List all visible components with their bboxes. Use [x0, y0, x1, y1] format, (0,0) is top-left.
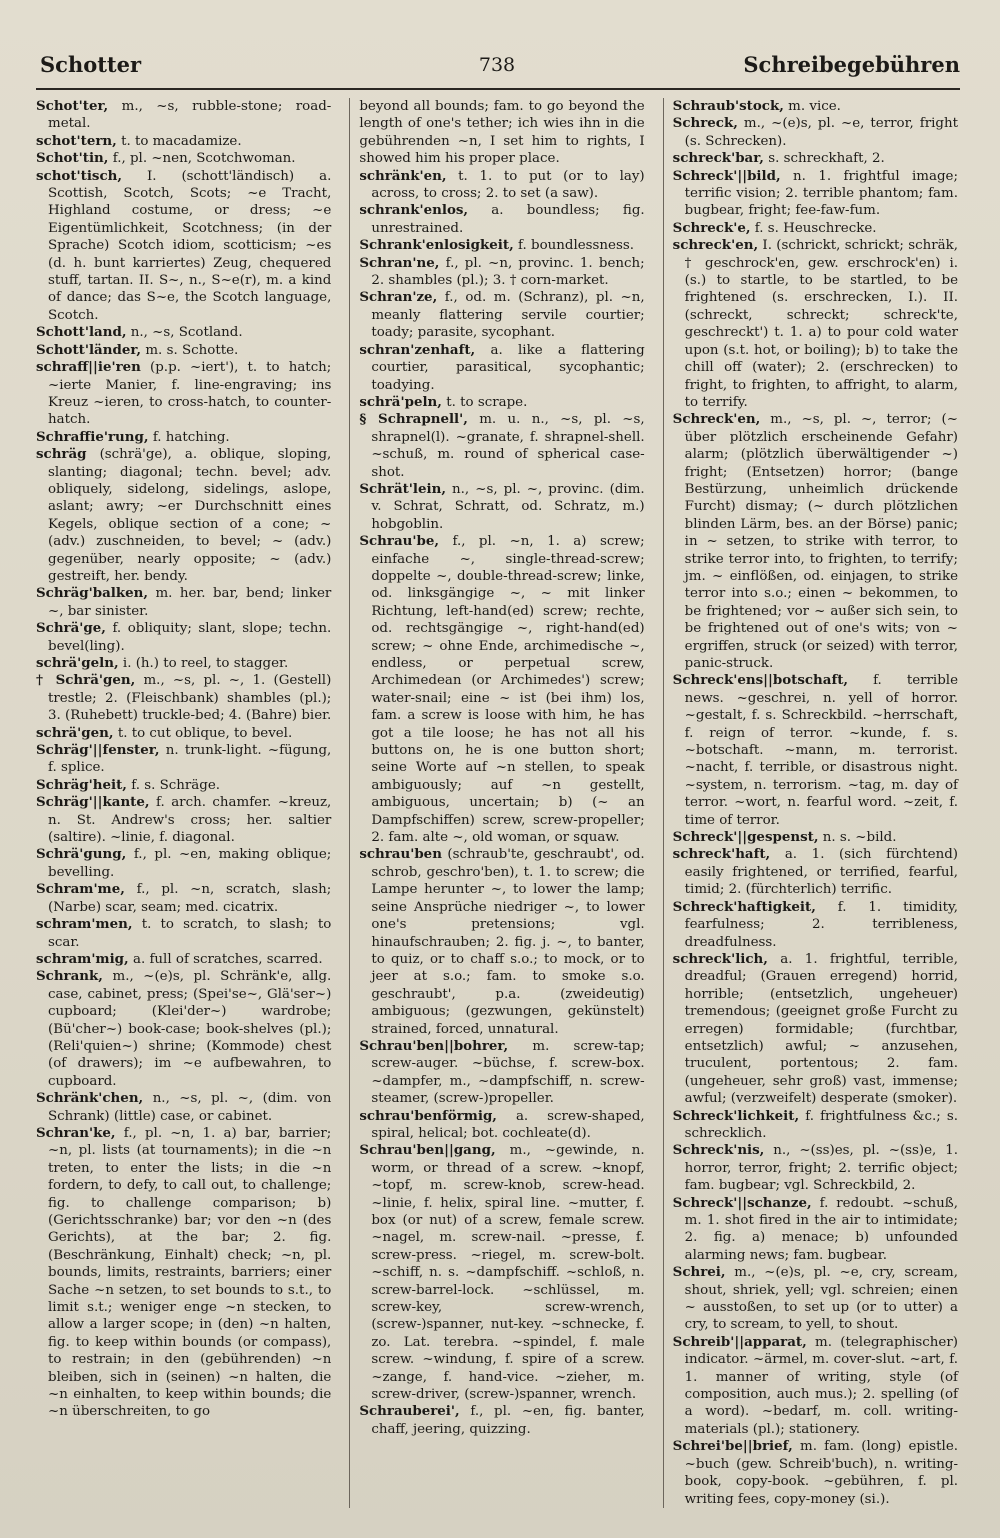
entry-gloss: n., ~s, pl. ~, (dim. von Schrank) (little) case, or cabinet.	[48, 1091, 332, 1124]
dictionary-entry	[36, 429, 331, 446]
entry-gloss: t. to macadamize.	[121, 133, 242, 149]
dictionary-entry	[359, 533, 644, 846]
entry-gloss: f. redoubt. ~schuß, m. 1. shot fired in the air to intimidate; 2. fig. a) menace; b) unfounded alarming news; fam. bugbear.	[684, 1195, 958, 1263]
entry-gloss: (schrä'ge), a. oblique, sloping, slanting; diagonal; techn. bevel; adv. obliquely, sidelong, sidelings, aslope, aslant; awry; ~er Durchschnitt eines Kegels, oblique section of a cone; ~ (adv.) zuschneiden, to bevel; ~ (adv.) gegenüber, nearly opposite; ~ (adv.) gestreift, her. bendy.	[48, 447, 332, 584]
dictionary-entry	[36, 777, 331, 794]
entry-gloss: m. screw-tap; screw-auger. ~büchse, f. screw-box. ~dampfer, m., ~dampfschiff, n. screw-steamer, (screw-)propeller.	[371, 1038, 645, 1107]
entry-headword: schram'mig,	[36, 950, 129, 967]
dictionary-entry	[36, 881, 331, 916]
dictionary-entry	[359, 1038, 644, 1108]
entry-headword: Schrau'ben||gang,	[359, 1142, 496, 1159]
entry-gloss: n. 1. frightful image; terrific vision; 2. terrible phantom; fam. bugbear, fright; fee-faw-fum.	[684, 168, 958, 219]
entry-headword: Schot'tin,	[36, 150, 109, 167]
text-columns	[36, 98, 959, 1507]
entry-headword: § Schrapnell',	[359, 411, 468, 428]
entry-gloss: f., pl. ~en, fig. banter, chaff, jeering, quizzing.	[371, 1404, 645, 1437]
entry-headword: schot'tisch,	[36, 167, 123, 184]
entry-gloss: f. boundlessness.	[518, 238, 634, 254]
entry-headword: schreck'haft,	[672, 846, 771, 863]
dictionary-entry	[359, 168, 644, 203]
entry-gloss: a. screw-shaped, spiral, helical; bot. cochleate(d).	[371, 1108, 645, 1141]
entry-gloss: m., ~s, rubble-stone; road-metal.	[48, 99, 332, 132]
entry-headword: Schreck'||bild,	[672, 167, 781, 184]
running-head-right: Schreibegebühren	[743, 52, 960, 77]
dictionary-entry	[36, 620, 331, 655]
dictionary-entry	[36, 968, 331, 1090]
entry-gloss: f. 1. timidity, fearfulness; 2. terribleness, dreadfulness.	[684, 899, 958, 950]
entry-gloss: m. (telegraphischer) indicator. ~ärmel, m. cover-slut. ~art, f. 1. manner of writing, style (of composition, auch mus.); 2. spelling (of a word). ~bedarf, m. coll. writing-materials (pl.); stationery.	[684, 1334, 958, 1437]
dictionary-entry	[673, 1438, 958, 1508]
dictionary-entry	[673, 168, 958, 220]
entry-headword: schrä'geln,	[36, 655, 119, 671]
dictionary-entry	[359, 1403, 644, 1438]
entry-headword: Schreck'haftigkeit,	[672, 898, 816, 915]
dictionary-entry	[359, 394, 644, 411]
entry-gloss: t. to cut oblique, to bevel.	[117, 725, 293, 741]
entry-headword: schrä'gen,	[36, 724, 114, 741]
entry-gloss: f. arch. chamfer. ~kreuz, n. St. Andrew's cross; her. saltier (saltire). ~linie, f. diagonal.	[48, 795, 332, 846]
dictionary-entry	[36, 585, 331, 620]
dictionary-entry	[36, 672, 331, 724]
dictionary-entry	[673, 1264, 958, 1334]
entry-headword: Schran'ke,	[36, 1124, 116, 1141]
entry-headword: Schrä'ge,	[36, 620, 106, 637]
entry-gloss: s. schreckhaft, 2.	[768, 151, 885, 167]
entry-gloss: a. boundless; fig. unrestrained.	[371, 203, 645, 236]
entry-headword: Schreck'nis,	[672, 1142, 765, 1159]
dictionary-entry	[359, 98, 644, 168]
entry-headword: † Schrä'gen,	[36, 672, 136, 689]
running-head	[34, 52, 960, 82]
entry-gloss: a. 1. (sich fürchtend) easily frightened, or terrified, fearful, timid; 2. (fürchterlich) terrific.	[684, 847, 958, 898]
entry-gloss: n., ~(ss)es, pl. ~(ss)e, 1. horror, terror, fright; 2. terrific object; fam. bugbear; vgl. Schreckbild, 2.	[684, 1143, 959, 1194]
entry-headword: Schran'ze,	[359, 289, 438, 306]
header-rule	[36, 88, 960, 90]
entry-headword: schram'men,	[36, 916, 133, 933]
dictionary-entry	[673, 220, 958, 237]
entry-headword: Schrank,	[36, 968, 103, 985]
entry-headword: schran'zenhaft,	[359, 341, 476, 358]
entry-gloss: a. full of scratches, scarred.	[132, 951, 323, 967]
entry-gloss: f., pl. ~n, 1. a) screw; einfache ~, single-thread-screw; doppelte ~, double-thread-screw; linke, od. linksgängige ~, ~ mit linker Richtung, left-hand(ed) screw; rechte, od. rechtsgängige ~, right-hand(ed) screw; ~ ohne Ende, archimedische ~, endless, or perpetual screw, Archimedean (or Archimedes') screw; water-snail; eine ~ ist (bei ihm) los, fam. a screw is loose with him, he has got a tile loose; he has not all his buttons on, he is one button short; seine Worte auf ~n stellen, to speak ambiguously; auf ~n gestellt, ambiguous, uncertain; b) (~ an Dampfschiffen) screw, screw-propeller; 2. fam. alte ~, old woman, or squaw.	[371, 534, 645, 846]
entry-headword: schot'tern,	[36, 132, 117, 149]
entry-gloss: f., pl. ~n, 1. a) bar, barrier; ~n, pl. lists (at tournaments); in die ~n treten, to enter the lists; in die ~n fordern, to defy, to call out, to challenge; fig. to challenge comparison; b) (Gerichtsschranke) bar; vor den ~n (des Gerichts), at the bar; 2. fig. (Beschränkung, Einhalt) check; ~n, pl. bounds, limits, restraints, barriers; einer Sache ~n setzen, to set bounds to s.t., to limit s.t.; weniger enge ~n stecken, to allow a larger scope; in (den) ~n halten, fig. to keep within bounds (or compass), to restrain; in den (gebührenden) ~n bleiben, sich in (seinen) ~n halten, die ~n einhalten, to keep within bounds; die ~n überschreiten, to go	[48, 1125, 332, 1420]
entry-headword: Schreck'||gespenst,	[672, 829, 819, 846]
entry-gloss: a. 1. frightful, terrible, dreadful; (Grauen erregend) horrid, horrible; (entsetzlich, ungeheuer) tremendous; (geeignet große Furcht zu erregen) formidable; (furchtbar, entsetzlich) awful; ~ anzusehen, truculent, portentous; 2. fam. (ungeheuer, sehr groß) vast, immense; awful; (verzweifelt) desperate (smoker).	[684, 951, 958, 1107]
dictionary-entry	[673, 1108, 958, 1143]
entry-headword: Schräg'balken,	[36, 585, 149, 602]
dictionary-entry	[673, 672, 958, 829]
dictionary-entry	[36, 150, 331, 167]
dictionary-entry	[359, 237, 644, 254]
entry-headword: Schräg'heit,	[36, 776, 127, 793]
dictionary-entry	[359, 481, 644, 533]
entry-headword: Schrät'lein,	[359, 480, 446, 497]
dictionary-entry	[36, 725, 331, 742]
entry-gloss: m. vice.	[788, 99, 841, 114]
dictionary-entry	[673, 899, 958, 951]
entry-headword: schrä'peln,	[359, 393, 442, 410]
entry-gloss: f. hatching.	[152, 429, 230, 445]
entry-gloss: f. terrible news. ~geschrei, n. yell of horror. ~gestalt, f. s. Schreckbild. ~herrschaft, f. reign of terror. ~kunde, f. s. ~botschaft. ~mann, m. terrorist. ~nacht, f. terrible, or disastrous night. ~system, n. terrorism. ~tag, m. day of terror. ~wort, n. fearful word. ~zeit, f. time of terror.	[684, 673, 958, 828]
entry-gloss: n. s. ~bild.	[822, 830, 897, 846]
entry-headword: schraff||ie'ren	[36, 359, 141, 376]
dictionary-entry	[36, 324, 331, 341]
dictionary-entry	[36, 1090, 331, 1125]
entry-gloss: t. to scratch, to slash; to scar.	[48, 917, 332, 950]
entry-headword: Schrank'enlosigkeit,	[359, 237, 514, 254]
dictionary-entry	[36, 342, 331, 359]
entry-headword: Schraub'stock,	[672, 98, 784, 114]
entry-gloss: m., ~(e)s, pl. ~e, cry, scream, shout, shriek, yell; vgl. schreien; einen ~ ausstoßen, to set up (or to utter) a cry, to scream, to yell, to shout.	[684, 1265, 958, 1333]
dictionary-entry	[36, 951, 331, 968]
page-number: 738	[478, 54, 516, 76]
entry-headword: Schraffie'rung,	[36, 428, 149, 445]
dictionary-entry	[673, 98, 958, 115]
dictionary-entry	[673, 1334, 958, 1438]
entry-headword: Schrau'ben||bohrer,	[359, 1037, 509, 1054]
dictionary-entry	[673, 1142, 958, 1194]
entry-headword: schreck'lich,	[672, 950, 768, 967]
entry-gloss: m. her. bar, bend; linker ~, bar sinister.	[48, 586, 332, 619]
column-middle	[349, 98, 644, 1508]
entry-headword: Schrei'be||brief,	[672, 1438, 793, 1455]
entry-headword: Schräg'||fenster,	[36, 742, 160, 759]
entry-gloss: m. s. Schotte.	[145, 342, 239, 358]
entry-gloss: I. (schrickt, schrickt; schräk, † geschrock'en, gew. erschrock'en) i. (s.) to startle, to be startled, to be frightened (s. erschrecken, I.). II. (schreckt, schreckt; schreck'te, geschreckt') t. 1. a) to pour cold water upon (s.t. hot, or boiling); b) to take the chill off (water); 2. (erschrecken) to fright, to frighten, to affright, to alarm, to terrify.	[684, 238, 958, 410]
dictionary-entry	[673, 829, 958, 846]
entry-gloss: f., od. m. (Schranz), pl. ~n, meanly flattering servile courtier; toady; parasite, sycophant.	[371, 290, 645, 341]
entry-gloss: m. u. n., ~s, pl. ~s, shrapnel(l). ~granate, f. shrapnel-shell. ~schuß, m. round of spherical case-shot.	[371, 412, 645, 480]
entry-headword: Schott'länder,	[36, 341, 142, 358]
entry-headword: schränk'en,	[359, 167, 447, 184]
dictionary-entry	[673, 115, 958, 150]
entry-gloss: i. (h.) to reel, to stagger.	[122, 656, 289, 671]
dictionary-entry	[36, 916, 331, 951]
dictionary-entry	[673, 951, 958, 1108]
dictionary-entry	[36, 1125, 331, 1421]
entry-gloss: f., pl. ~n, scratch, slash; (Narbe) scar, seam; med. cicatrix.	[48, 882, 332, 915]
entry-gloss: a. like a flattering courtier, parasitical, sycophantic; toadying.	[371, 342, 645, 393]
entry-gloss: t. to scrape.	[446, 394, 528, 410]
dictionary-entry	[36, 133, 331, 150]
dictionary-entry	[359, 255, 644, 290]
entry-gloss: m. fam. (long) epistle. ~buch (gew. Schreib'buch), n. writing-book, copy-book. ~gebühren, f. pl. writing fees, copy-money (si.).	[684, 1439, 958, 1507]
entry-headword: schreck'bar,	[672, 150, 764, 167]
entry-headword: Schreck'||schanze,	[672, 1194, 812, 1211]
entry-headword: Schränk'chen,	[36, 1090, 144, 1107]
entry-gloss: n., ~s, Scotland.	[130, 325, 243, 341]
entry-gloss: (p.p. ~iert'), t. to hatch; ~ierte Manier, f. line-engraving; ins Kreuz ~ieren, to cross-hatch, to counter-hatch.	[48, 360, 332, 428]
dictionary-entry	[36, 168, 331, 325]
entry-headword: Schreck,	[672, 115, 738, 132]
entry-headword: Schreck'en,	[672, 411, 761, 428]
entry-gloss: f. obliquity; slant, slope; techn. bevel(ling).	[48, 621, 332, 654]
dictionary-entry	[36, 446, 331, 585]
entry-headword: Schreck'e,	[672, 219, 751, 236]
entry-headword: schrau'benförmig,	[359, 1107, 497, 1124]
entry-headword: Schreib'||apparat,	[672, 1333, 807, 1350]
entry-gloss: m., ~s, pl. ~, terror; (~ über plötzlich erscheinende Gefahr) alarm; (plötzlich überwältigender ~) fright; (Entsetzen) horror; (bange Bestürzung, unheimlich drückende Furcht) dismay; (~ durch plötzlichen blinden Lärm, bes. an der Börse) panic; in ~ setzen, to strike with terror, to strike terror into, to frighten, to terrify; jm. ~ einflößen, od. einjagen, to strike terror into s.o.; einen ~ bekommen, to be frightened; vor ~ außer sich sein, to be frightened out of one's wits; von ~ ergriffen, struck (or seized) with terror, panic-struck.	[684, 412, 958, 671]
dictionary-entry	[359, 846, 644, 1037]
entry-gloss: n., ~s, pl. ~, provinc. (dim. v. Schrat, Schratt, od. Schratz, m.) hobgoblin.	[371, 481, 645, 532]
entry-gloss: f., pl. ~n, provinc. 1. bench; 2. shambles (pl.); 3. † corn-market.	[371, 255, 645, 289]
entry-gloss: I. (schott'ländisch) a. Scottish, Scotch, Scots; ~e Tracht, Highland costume, or dress; ~e Eigentümlichkeit, Scotchness; (in der Sprache) Scotch idiom, scotticism; ~es (d. h. bunt karriertes) Zeug, chequered stuff, tartan. II. S~, n., S~e(r), m. a kind of dance; das S~e, the Scotch language, Scotch.	[48, 168, 332, 323]
entry-headword: Schran'ne,	[359, 254, 440, 271]
dictionary-entry	[36, 794, 331, 846]
entry-gloss: f. s. Heuschrecke.	[754, 220, 877, 236]
dictionary-entry	[673, 237, 958, 411]
dictionary-entry	[673, 150, 958, 167]
entry-gloss: f. s. Schräge.	[131, 777, 221, 793]
entry-headword: Schreck'ens||botschaft,	[672, 672, 849, 689]
dictionary-entry	[673, 411, 958, 672]
dictionary-entry	[359, 1142, 644, 1403]
dictionary-entry	[359, 1108, 644, 1143]
entry-headword: Schott'land,	[36, 324, 127, 341]
dictionary-entry	[673, 1195, 958, 1265]
dictionary-entry	[36, 846, 331, 881]
entry-gloss: m., ~s, pl. ~, 1. (Gestell) trestle; 2. (Fleischbank) shambles (pl.); 3. (Ruhebett) truckle-bed; 4. (Bahre) bier.	[48, 673, 332, 724]
entry-headword: Schram'me,	[36, 881, 125, 898]
entry-headword: schräg	[36, 446, 87, 463]
column-left	[36, 98, 331, 1508]
entry-headword: Schräg'||kante,	[36, 794, 150, 811]
entry-gloss: n. trunk-light. ~fügung, f. splice.	[48, 743, 332, 776]
dictionary-entry	[36, 655, 331, 672]
entry-headword: Schrau'be,	[359, 533, 439, 550]
dictionary-entry	[36, 742, 331, 777]
entry-headword: schreck'en,	[672, 237, 759, 254]
dictionary-entry	[359, 202, 644, 237]
entry-gloss: (schraub'te, geschraubt', od. schrob, geschro'ben), t. 1. to screw; die Lampe herunter ~, to lower the lamp; seine Ansprüche niedriger ~, to lower one's pretensions; vgl. hinaufschrauben; 2. fig. j. ~, to banter, to quiz, or to chaff s.o.; to mock, or to jeer at s.o.; fam. to smoke s.o. geschraubt', p.a. (zweideutig) ambiguous; (gezwungen, gekünstelt) strained, forced, unnatural.	[371, 847, 645, 1037]
entry-headword: schrank'enlos,	[359, 202, 469, 219]
entry-gloss: t. 1. to put (or to lay) across, to cross; 2. to set (a saw).	[371, 168, 645, 202]
dictionary-entry	[359, 342, 644, 394]
running-head-left: Schotter	[40, 52, 142, 77]
entry-gloss: m., ~(e)s, pl. ~e, terror, fright (s. Schrecken).	[684, 116, 958, 149]
entry-headword: Schreck'lichkeit,	[672, 1107, 800, 1124]
entry-headword: Schrä'gung,	[36, 846, 127, 863]
entry-gloss: m., ~(e)s, pl. Schränk'e, allg. case, cabinet, press; (Spei'se~, Glä'ser~) cupboard; (Klei'der~) wardrobe; (Bü'cher~) book-case; book-shelves (pl.); (Reli'quien~) shrine; (Kommode) chest (of drawers); im ~e aufbewahren, to cupboard.	[48, 969, 332, 1089]
entry-headword: Schrei,	[672, 1264, 726, 1281]
entry-gloss: f., pl. ~nen, Scotchwoman.	[112, 151, 296, 167]
entry-gloss: beyond all bounds; fam. to go beyond the length of one's tether; ich wies ihn in die gebührenden ~n, I set him to rights, I showed him his proper place.	[359, 99, 645, 167]
entry-headword: Schot'ter,	[36, 98, 109, 114]
entry-gloss: f., pl. ~en, making oblique; bevelling.	[48, 847, 332, 880]
entry-headword: schrau'ben	[359, 846, 442, 863]
dictionary-entry	[36, 98, 331, 133]
dictionary-entry	[359, 411, 644, 481]
entry-gloss: f. frightfulness &c.; s. schrecklich.	[684, 1108, 958, 1141]
entry-gloss: m., ~gewinde, n. worm, or thread of a screw. ~knopf, ~topf, m. screw-knob, screw-head. ~linie, f. helix, spiral line. ~mutter, f. box (or nut) of a screw, female screw. ~nagel, m. screw-nail. ~presse, f. screw-press. ~riegel, m. screw-bolt. ~schiff, n. s. ~dampfschiff. ~schloß, n. screw-barrel-lock. ~schlüssel, m. screw-key, screw-wrench, (screw-)spanner, nut-key. ~schnecke, f. zo. Lat. terebra. ~spindel, f. male screw. ~windung, f. spire of a screw. ~zange, f. hand-vice. ~zieher, m. screw-driver, (screw-)spanner, wrench.	[371, 1143, 645, 1403]
column-right	[663, 98, 958, 1508]
dictionary-entry	[359, 289, 644, 341]
entry-headword: Schrauberei',	[359, 1403, 460, 1420]
dictionary-entry	[36, 359, 331, 429]
dictionary-entry	[673, 846, 958, 898]
